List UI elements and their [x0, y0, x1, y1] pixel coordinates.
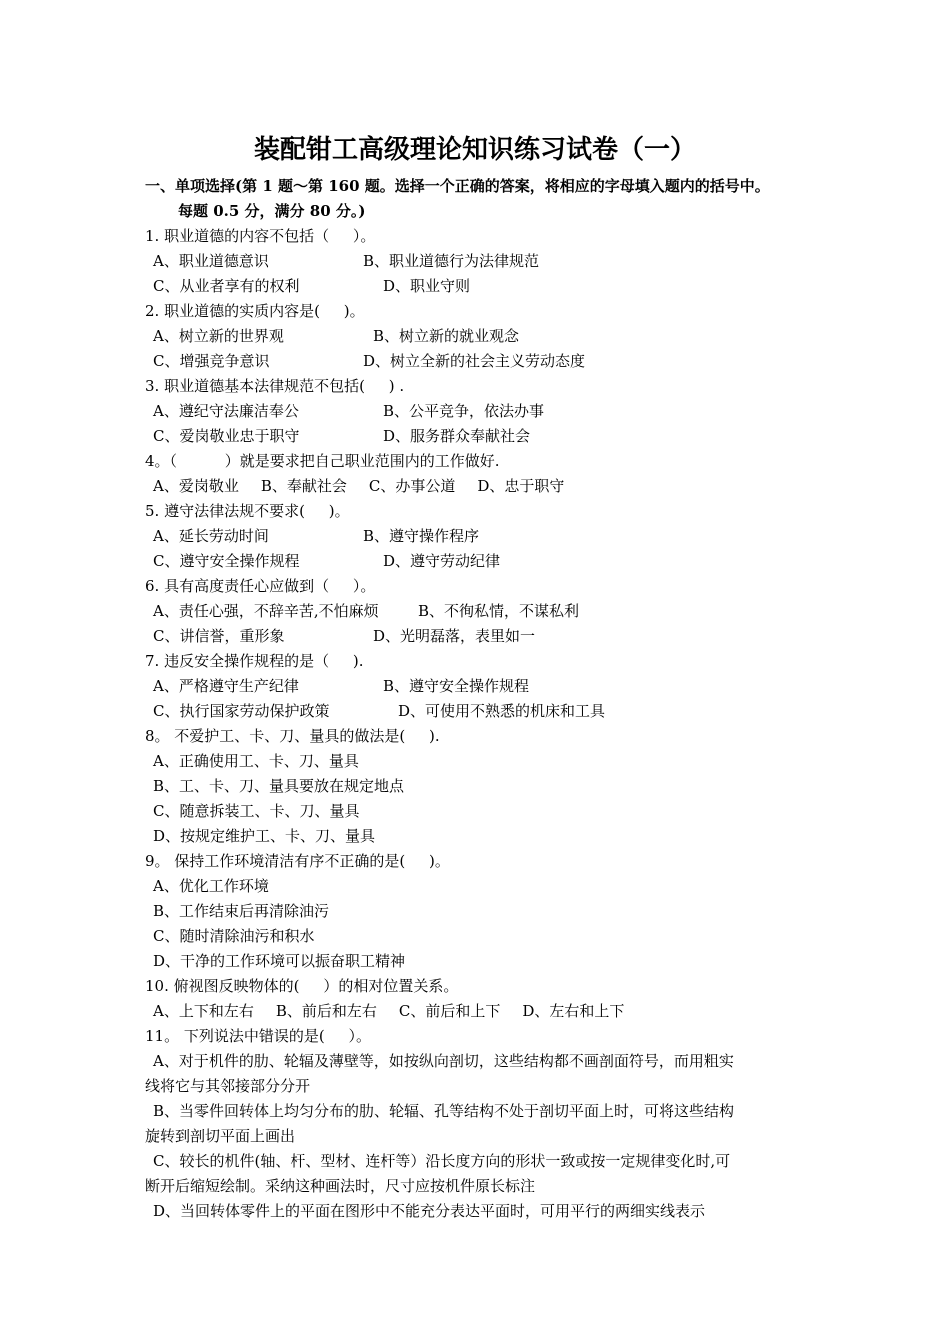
option-b: B、遵守安全操作规程	[383, 677, 530, 695]
option-c: C、从业者享有的权利	[153, 277, 300, 295]
option-b-continued: 旋转到剖切平面上画出	[145, 1127, 296, 1145]
option-d: D、忠于职守	[477, 477, 565, 495]
option-row	[145, 274, 815, 299]
option-b: B、工、卡、刀、量具要放在规定地点	[153, 777, 405, 795]
option-a: A、职业道德意识	[153, 252, 269, 270]
option-a: A、遵纪守法廉洁奉公	[153, 402, 299, 420]
option-a: A、延长劳动时间	[153, 527, 269, 545]
option-row	[145, 399, 815, 424]
question-stem: 11。 下列说法中错误的是( ）。	[145, 1027, 372, 1045]
option-c: C、较长的机件(轴、杆、型材、连杆等）沿长度方向的形状一致或按一定规律变化时,可	[153, 1152, 731, 1170]
option-b: B、不徇私情，不谋私利	[418, 602, 580, 620]
option-d: D、干净的工作环境可以振奋职工精神	[153, 952, 406, 970]
question-stem: 3. 职业道德基本法律规范不包括( ) .	[145, 377, 405, 395]
option-d: D、遵守劳动纪律	[383, 552, 501, 570]
option-row	[145, 324, 815, 349]
option-a-continued: 线将它与其邻接部分分开	[145, 1077, 311, 1095]
option-d: D、按规定维护工、卡、刀、量具	[153, 827, 376, 845]
question-stem: 5. 遵守法律法规不要求( )。	[145, 502, 350, 520]
question-stem: 8。 不爱护工、卡、刀、量具的做法是( ).	[145, 727, 440, 745]
option-row	[145, 599, 815, 624]
option-d: D、服务群众奉献社会	[383, 427, 531, 445]
option-d: D、树立全新的社会主义劳动态度	[363, 352, 586, 370]
question-stem: 6. 具有高度责任心应做到（ ）。	[145, 577, 376, 595]
option-c: C、随时清除油污和积水	[153, 927, 315, 945]
option-c: C、增强竞争意识	[153, 352, 270, 370]
question-stem: 7. 违反安全操作规程的是（ ).	[145, 652, 364, 670]
option-a: A、树立新的世界观	[153, 327, 284, 345]
option-c: C、执行国家劳动保护政策	[153, 702, 330, 720]
option-c: C、遵守安全操作规程	[153, 552, 300, 570]
section-heading	[145, 174, 845, 224]
option-a: A、爱岗敬业	[153, 477, 239, 495]
question-stem: 4。（ ）就是要求把自己职业范围内的工作做好.	[145, 452, 500, 470]
option-b: B、职业道德行为法律规范	[363, 252, 540, 270]
question-stem: 2. 职业道德的实质内容是( )。	[145, 302, 365, 320]
option-row	[145, 699, 815, 724]
option-row	[145, 624, 815, 649]
option-b: B、遵守操作程序	[363, 527, 480, 545]
option-a: A、责任心强，不辞辛苦,不怕麻烦	[153, 602, 379, 620]
option-row	[145, 674, 815, 699]
question-stem: 10. 俯视图反映物体的( ）的相对位置关系。	[145, 977, 459, 995]
option-row	[145, 424, 815, 449]
option-b: B、当零件回转体上均匀分布的肋、轮辐、孔等结构不处于剖切平面上时，可将这些结构	[153, 1102, 735, 1120]
option-c: C、爱岗敬业忠于职守	[153, 427, 300, 445]
option-c: C、办事公道	[368, 477, 456, 495]
question-stem: 1. 职业道德的内容不包括（ ）。	[145, 227, 376, 245]
option-c: C、随意拆装工、卡、刀、量具	[153, 802, 360, 820]
option-c: C、讲信誉，重形象	[153, 627, 285, 645]
option-d: D、当回转体零件上的平面在图形中不能充分表达平面时，可用平行的两细实线表示	[153, 1202, 706, 1220]
section-heading-line-1: 一、单项选择(第 1 题～第 160 题。选择一个正确的答案，将相应的字母填入题内的括号中。	[145, 177, 770, 195]
page-title: 装配钳工高级理论知识练习试卷（一）	[253, 135, 696, 165]
option-row	[145, 249, 815, 274]
option-a: A、严格遵守生产纪律	[153, 677, 299, 695]
option-c-continued: 断开后缩短绘制。采纳这种画法时，尺寸应按机件原长标注	[145, 1177, 536, 1195]
section-heading-line-2: 每题 0.5 分，满分 80 分。)	[178, 202, 366, 220]
option-b: B、树立新的就业观念	[373, 327, 520, 345]
question-stem: 9。 保持工作环境清洁有序不正确的是( )。	[145, 852, 450, 870]
option-d: D、职业守则	[383, 277, 471, 295]
question-list	[145, 224, 815, 1224]
option-row	[145, 349, 815, 374]
option-d: D、可使用不熟悉的机床和工具	[398, 702, 606, 720]
option-b: B、前后和左右	[275, 1002, 377, 1020]
option-a: A、优化工作环境	[153, 877, 269, 895]
option-c: C、前后和上下	[398, 1002, 501, 1020]
option-b: B、公平竞争，依法办事	[383, 402, 545, 420]
option-row	[145, 524, 815, 549]
option-d: D、光明磊落，表里如一	[373, 627, 536, 645]
option-row	[145, 999, 815, 1024]
option-d: D、左右和上下	[522, 1002, 625, 1020]
option-row	[145, 549, 815, 574]
option-a: A、对于机件的肋、轮辐及薄壁等，如按纵向剖切，这些结构都不画剖面符号，而用粗实	[153, 1052, 734, 1070]
option-b: B、工作结束后再清除油污	[153, 902, 330, 920]
option-a: A、上下和左右	[153, 1002, 254, 1020]
option-a: A、正确使用工、卡、刀、量具	[153, 752, 359, 770]
option-row	[145, 474, 815, 499]
option-b: B、奉献社会	[260, 477, 347, 495]
